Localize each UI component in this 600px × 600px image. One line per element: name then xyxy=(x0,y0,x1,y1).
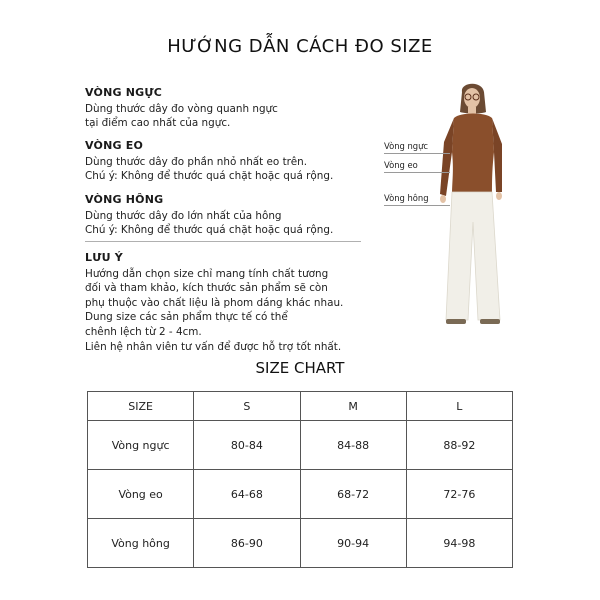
section-waist xyxy=(85,139,375,184)
table-header-row xyxy=(88,392,513,421)
shoe-left xyxy=(446,319,466,324)
table-cell: 68-72 xyxy=(300,470,406,519)
face-shape xyxy=(464,88,480,108)
model-figure xyxy=(430,82,520,332)
header-cell: S xyxy=(194,392,300,421)
table-cell: 94-98 xyxy=(406,519,512,568)
section-text: Hướng dẫn chọn size chỉ mang tính chất tương đối và tham khảo, kích thước sản phẩm sẽ còn phụ thuộc vào chất liệu là phom dáng khác nhau. Dung size các sản phẩm thực tế có thể chênh lệch từ 2 - 4cm. Liên hệ nhân viên tư vấn để được hỗ trợ tốt nhất. xyxy=(85,267,344,353)
table-cell: Vòng ngực xyxy=(88,421,194,470)
model-label-chest: Vòng ngực xyxy=(384,141,429,151)
section-divider xyxy=(85,241,361,242)
table-cell: 84-88 xyxy=(300,421,406,470)
section-heading: VÒNG EO xyxy=(85,139,144,152)
table-row xyxy=(88,421,513,470)
section-heading: VÒNG HÔNG xyxy=(85,193,164,206)
model-line-chest xyxy=(384,153,450,154)
model-label-hip: Vòng hông xyxy=(384,193,429,203)
section-text: Dùng thước dây đo vòng quanh ngực tại điểm cao nhất của ngực. xyxy=(85,102,278,130)
table-cell: 64-68 xyxy=(194,470,300,519)
top-shape xyxy=(452,114,494,195)
size-chart-title: SIZE CHART xyxy=(255,359,345,377)
table-cell: 72-76 xyxy=(406,470,512,519)
table-row xyxy=(88,519,513,568)
page-title: HƯỚNG DẪN CÁCH ĐO SIZE xyxy=(167,36,433,57)
shoe-right xyxy=(480,319,500,324)
table-cell: 86-90 xyxy=(194,519,300,568)
sleeve-left xyxy=(440,118,454,196)
section-hip xyxy=(85,193,375,238)
hand-left xyxy=(440,195,446,203)
header-cell: M xyxy=(300,392,406,421)
model-label-waist: Vòng eo xyxy=(384,160,418,170)
model-line-hip xyxy=(384,205,450,206)
model-line-waist xyxy=(384,172,450,173)
table-cell: 88-92 xyxy=(406,421,512,470)
section-note xyxy=(85,251,375,354)
table-cell: Vòng hông xyxy=(88,519,194,568)
pants-shape xyxy=(446,192,500,320)
section-heading: VÒNG NGỰC xyxy=(85,86,163,99)
size-chart-table xyxy=(87,391,513,568)
table-cell: 80-84 xyxy=(194,421,300,470)
header-cell: L xyxy=(406,392,512,421)
section-text: Dùng thước dây đo lớn nhất của hông Chú ý: Không để thước quá chặt hoặc quá rộng. xyxy=(85,209,334,237)
section-text: Dùng thước dây đo phần nhỏ nhất eo trên. Chú ý: Không để thước quá chặt hoặc quá rộng. xyxy=(85,155,334,183)
table-row xyxy=(88,470,513,519)
hand-right xyxy=(496,192,502,200)
table-cell: Vòng eo xyxy=(88,470,194,519)
header-cell: SIZE xyxy=(88,392,194,421)
section-heading: LƯU Ý xyxy=(85,251,123,264)
table-cell: 90-94 xyxy=(300,519,406,568)
section-chest xyxy=(85,86,375,131)
